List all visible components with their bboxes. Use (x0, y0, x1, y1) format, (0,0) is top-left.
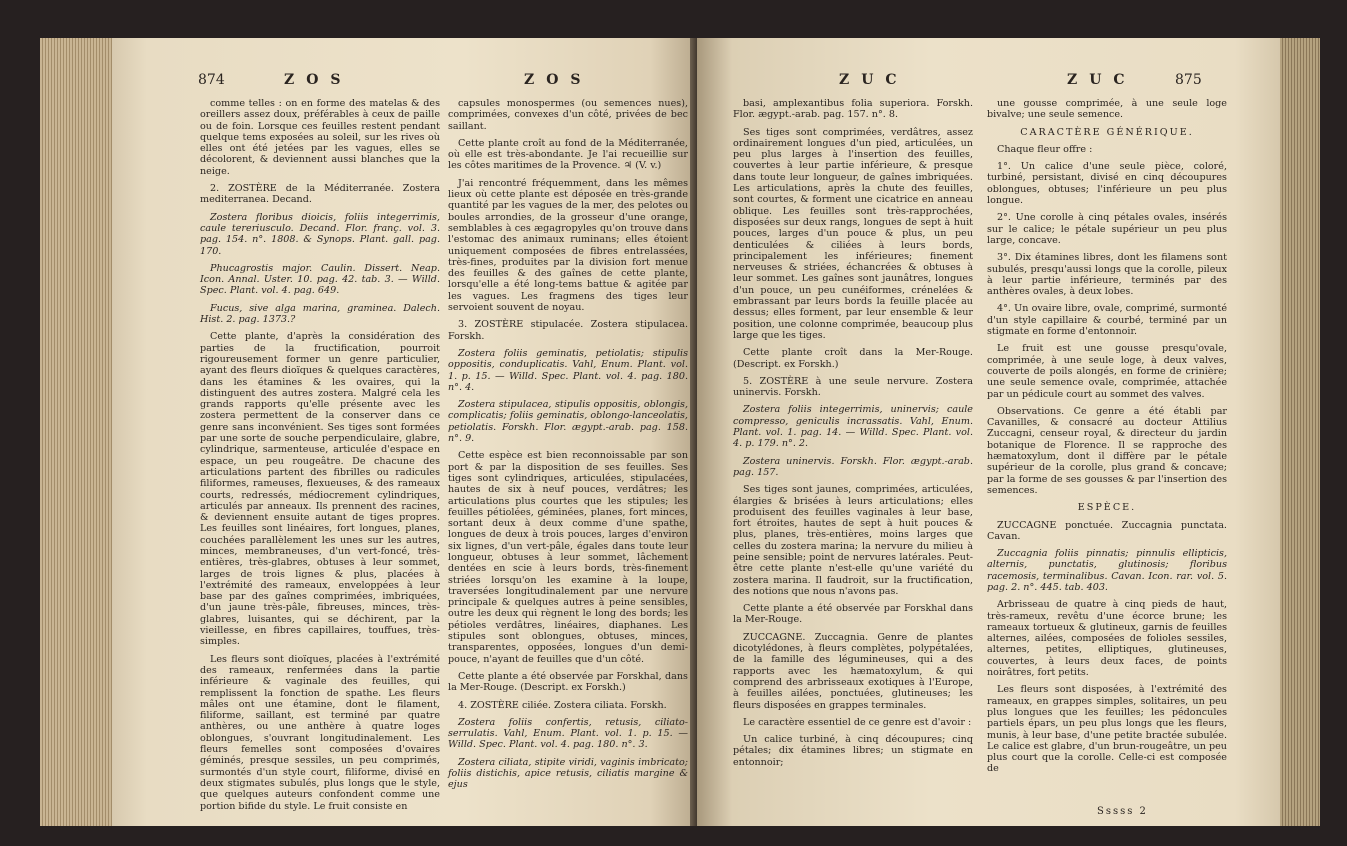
paragraph: comme telles : on en forme des matelas & des oreillers assez doux, préférables à ceux de paille ou de foin. Lorsque ces feuilles restent pendant quelque tems exposées au soleil, sur les rives où elles ont été jetées par les vagues, elles se décolorent, & deviennent aussi blanches que la neige. (200, 98, 440, 177)
paragraph: Zostera foliis confertis, retusis, ciliato-serrulatis. Vahl, Enum. Plant. vol. 1. p. 15. — Willd. Spec. Plant. vol. 4. pag. 180. n°. 3. (448, 716, 688, 751)
paragraph: 1°. Un calice d'une seule pièce, coloré, turbiné, persistant, divisé en cinq découpures oblongues, obtuses; l'inférieure un peu plus longue. (987, 161, 1227, 207)
paragraph: 3. ZOSTÈRE stipulacée. Zostera stipulacea. Forskh. (448, 319, 688, 342)
left-column-1 (200, 98, 440, 818)
paragraph: Les fleurs sont dioïques, placées à l'extrémité des rameaux, renfermées dans la partie inférieure & vaginale des feuilles, qui remplissent la fonction de spathe. Les fleurs mâles ont une étamine, dont le filament, filiforme, saillant, est terminé par quatre anthères, ou une anthère à quatre loges oblongues, s'ouvrant longitudinalement. Les fleurs femelles sont composées d'ovaires géminés, presque sessiles, un peu comprimés, surmontés d'un style court, filiforme, divisé en deux stigmates subulés, plus longs que le style, que quelques auteurs confondent comme une portion bifide du style. Le fruit consiste en (200, 653, 440, 812)
left-page (112, 38, 697, 826)
paragraph: Cette plante croît dans la Mer-Rouge. (Descript. ex Forskh.) (733, 347, 973, 370)
paragraph: basi, amplexantibus folia superiora. Forskh. Flor. ægypt.-arab. pag. 157. n°. 8. (733, 98, 973, 121)
paragraph: Le fruit est une gousse presqu'ovale, comprimée, à une seule loge, à deux valves, couverte de poils alongés, en forme de crinière; une seule semence ovale, comprimée, attachée par un pédicule court au sommet des valves. (987, 343, 1227, 400)
paragraph: 2. ZOSTÈRE de la Méditerranée. Zostera mediterranea. Decand. (200, 183, 440, 206)
paragraph: 5. ZOSTÈRE à une seule nervure. Zostera uninervis. Forskh. (733, 375, 973, 399)
paragraph: une gousse comprimée, à une seule loge bivalve; une seule semence. (987, 98, 1227, 121)
paragraph: Observations. Ce genre a été établi par Cavanilles, & consacré au docteur Attilius Zuccagni, censeur royal, & directeur du jardin botanique de Florence. Il se rapproche des hæmatoxylum, dont il diffère par le pétale supérieur de la corolle, plus grand & concave; par la forme de ses gousses & par l'insertion des semences. (987, 405, 1227, 496)
paragraph: Cette espèce est bien reconnoissable par son port & par la disposition de ses feuilles. Ses tiges sont cylindriques, articulées, stipulacées, hautes de six à neuf pouces, verdâtres; les articulations plus courtes que les stipules; les feuilles pétiolées, géminées, planes, fort minces, sortant deux à deux comme d'une spathe, longues de deux à trois pouces, larges d'environ six lignes, d'un vert-pâle, égales dans toute leur longueur, obtuses à leur sommet, lâchement dentées en scie à leurs bords, très-finement striées lorsqu'on les examine à la loupe, traversées longitudinalement par une nervure principale & quelques autres à peine sensibles, outre les deux qui règnent le long des bords; les pétioles verdâtres, linéaires, diaphanes. Les stipules sont oblongues, obtuses, minces, transparentes, opposées, longues d'un demi-pouce, n'ayant de feuilles que d'un côté. (448, 450, 688, 665)
paragraph: Chaque fleur offre : (997, 143, 1093, 155)
paragraph: Le caractère essentiel de ce genre est d'avoir : (743, 716, 972, 728)
paragraph: Ses tiges sont jaunes, comprimées, articulées, élargies & brisées à leurs articulations; elles produisent des feuilles vaginales à leur base, fort étroites, hautes de sept à huit pouces & plus, planes, très-entières, moins larges que celles du zostera marina; la nervure du milieu à peine sensible; point de nervures latérales. Peut-être cette plante n'est-elle qu'une variété du zostera marina. Il faudroit, sur la fructification, des notions que nous n'avons pas. (733, 484, 973, 597)
paragraph: Arbrisseau de quatre à cinq pieds de haut, très-rameux, revêtu d'une écorce brune; les rameaux tortueux & glutineux, garnis de feuilles alternes, ailées, composées de folioles sessiles, alternes, petites, elliptiques, glutineuses, couvertes, à leurs deux faces, de points noirâtres, fort petits. (987, 599, 1227, 679)
right-column-2 (987, 98, 1227, 781)
paragraph: Cette plante croît au fond de la Méditerranée, où elle est très-abondante. Je l'ai recueillie sur les côtes maritimes de la Provence. ♃ (V. v.) (448, 137, 688, 172)
right-running-head-1: ZUC (839, 72, 909, 88)
paragraph: ESPÈCE. (1077, 502, 1137, 514)
paragraph: Cette plante a été observée par Forskhal, dans la Mer-Rouge. (Descript. ex Forskh.) (448, 670, 688, 694)
paragraph: Zostera floribus dioicis, foliis integerrimis, caule tereriusculo. Decand. Flor. franç. vol. 3. pag. 154. n°. 1808. & Synops. Plant. gall. pag. 170. (200, 211, 440, 257)
paragraph: Phucagrostis major. Caulin. Dissert. Neap. Icon. Annal. Uster. 10. pag. 42. tab. 3. — Willd. Spec. Plant. vol. 4. pag. 649. (200, 262, 440, 297)
left-running-head-1: ZOS (284, 72, 353, 88)
paragraph: Les fleurs sont disposées, à l'extrémité des rameaux, en grappes simples, solitaires, un peu plus longues que les feuilles; les pédoncules partiels épars, un peu plus longs que les fleurs, munis, à leur base, d'une petite bractée subulée. Le calice est glabre, d'un brun-rougeâtre, un peu plus court que la corolle. Celle-ci est composée de (987, 684, 1227, 775)
paragraph: Un calice turbiné, à cinq découpures; cinq pétales; dix étamines libres; un stigmate en entonnoir; (733, 734, 973, 768)
paragraph: Cette plante a été observée par Forskhal dans la Mer-Rouge. (733, 603, 973, 626)
paragraph: 3°. Dix étamines libres, dont les filamens sont subulés, presqu'aussi longs que la corolle, pileux à leur partie inférieure, terminés par des anthères ovales, à deux lobes. (987, 252, 1227, 298)
paragraph: Ses tiges sont comprimées, verdâtres, assez ordinairement longues d'un pied, articulées, un peu plus larges à l'insertion des feuilles, couvertes à leur partie inférieure, & presque dans toute leur longueur, de gaînes imbriquées. Les articulations, après la chute des feuilles, sont courtes, & forment une cicatrice en anneau oblique. Les feuilles sont très-rapprochées, disposées sur deux rangs, longues de sept à huit pouces, larges d'un pouce & plus, un peu denticulées & ciliées à leurs bords, principalement les inférieures; finement nerveuses & striées, échancrées & obtuses à leur sommet. Les gaînes sont jaunâtres, longues d'un pouce, un peu cunéiformes, crénelées & embrassant par leurs bords la feuille placée au dessus; elles forment, par leur ensemble & leur position, une colonne comprimée, beaucoup plus large que les tiges. (733, 126, 973, 341)
right-page-edges (1280, 38, 1320, 826)
paragraph: Zostera ciliata, stipite viridi, vaginis imbricato; foliis distichis, apice retusis, ciliatis margine & ejus (448, 756, 688, 791)
paragraph: Fucus, sive alga marina, graminea. Dalech. Hist. 2. pag. 1373.? (200, 302, 440, 326)
left-running-head-2: ZOS (524, 72, 593, 88)
right-column-1 (733, 98, 973, 774)
paragraph: Zuccagnia foliis pinnatis; pinnulis ellipticis, alternis, punctatis, glutinosis; floribus racemosis, terminalibus. Cavan. Icon. rar. vol. 5. pag. 2. n°. 445. tab. 403. (987, 548, 1227, 593)
signature-mark: Sssss 2 (1097, 806, 1148, 817)
left-column-2 (448, 98, 688, 797)
paragraph: Cette plante, d'après la considération des parties de la fructification, pourroit rigoureusement former un genre particulier, ayant des fleurs dioïques & quelques caractères, dans les étamines & les ovaires, qui la distinguent des autres zostera. Malgré cela les grands rapports qu'elle présente avec les zostera permettent de la conserver dans ce genre sans inconvénient. Ses tiges sont formées par une sorte de souche perpendiculaire, glabre, cylindrique, sarmenteuse, articulée d'espace en espace, un peu rougeâtre. De chacune des articulations partent des fibrilles ou radicules filiformes, rameuses, flexueuses, & des rameaux courts, redressés, médiocrement cylindriques, articulés par anneaux. Ils prennent des racines, & deviennent ensuite autant de tiges propres. Les feuilles sont linéaires, fort longues, planes, couchées parallèlement les unes sur les autres, minces, membraneuses, d'un vert-foncé, très-entières, très-glabres, obtuses à leur sommet, larges de trois lignes & plus, placées à l'extrémité des rameaux, enveloppées à leur base par des gaînes comprimées, imbriquées, d'un jaune très-pâle, fibreuses, minces, très-glabres, luisantes, qui se déchirent, par la vieillesse, en fibres capillaires, touffues, très-simples. (200, 331, 440, 648)
paragraph: 4. ZOSTÈRE ciliée. Zostera ciliata. Forskh. (458, 699, 667, 711)
paragraph: Zostera uninervis. Forskh. Flor. ægypt.-arab. pag. 157. (733, 455, 973, 478)
left-page-edges (40, 38, 116, 826)
paragraph: ZUCCAGNE. Zuccagnia. Genre de plantes dicotylédones, à fleurs complètes, polypétalées, de la famille des légumineuses, qui a des rapports avec les hæmatoxylum, & qui comprend des arbrisseaux exotiques à l'Europe, à feuilles ailées, ponctuées, glutineuses; les fleurs disposées en grappes terminales. (733, 631, 973, 711)
paragraph: Zostera foliis geminatis, petiolatis; stipulis oppositis, conduplicatis. Vahl, Enum. Plant. vol. 1. p. 15. — Willd. Spec. Plant. vol. 4. pag. 180. n°. 4. (448, 347, 688, 393)
paragraph: Zostera stipulacea, stipulis oppositis, oblongis, complicatis; foliis geminatis, oblongo-lanceolatis, petiolatis. Forskh. Flor. ægypt.-arab. pag. 158. n°. 9. (448, 399, 688, 445)
right-page-number: 875 (1175, 72, 1202, 88)
paragraph: 4°. Un ovaire libre, ovale, comprimé, surmonté d'un style capillaire & courbé, terminé par un stigmate en forme d'entonnoir. (987, 303, 1227, 338)
right-running-head-2: ZUC (1067, 72, 1137, 88)
paragraph: 2°. Une corolle à cinq pétales ovales, insérés sur le calice; le pétale supérieur un peu plus large, concave. (987, 212, 1227, 246)
paragraph: ZUCCAGNE ponctuée. Zuccagnia punctata. Cavan. (987, 519, 1227, 542)
left-page-number: 874 (198, 72, 225, 88)
paragraph: CARACTÈRE GÉNÉRIQUE. (1020, 126, 1194, 138)
paragraph: Zostera foliis integerrimis, uninervis; caule compresso, geniculis incrassatis. Vahl, Enum. Plant. vol. 1. pag. 14. — Willd. Spec. Plant. vol. 4. p. 179. n°. 2. (733, 404, 973, 450)
paragraph: J'ai rencontré fréquemment, dans les mêmes lieux où cette plante est déposée en très-grande quantité par les vagues de la mer, des pelotes ou boules arrondies, de la grosseur d'une orange, semblables à ces ægagropyles qu'on trouve dans l'estomac des animaux ruminans; elles étoient uniquement composées de fibres entrelassées, très-fines, produites par la division fort menue des feuilles & des gaînes de cette plante, lorsqu'elle a été long-tems battue & agitée par les vagues. Les fragmens des tiges leur servoient souvent de noyau. (448, 177, 688, 314)
right-page (697, 38, 1282, 826)
paragraph: capsules monospermes (ou semences nues), comprimées, convexes d'un côté, privées de bec saillant. (448, 98, 688, 132)
